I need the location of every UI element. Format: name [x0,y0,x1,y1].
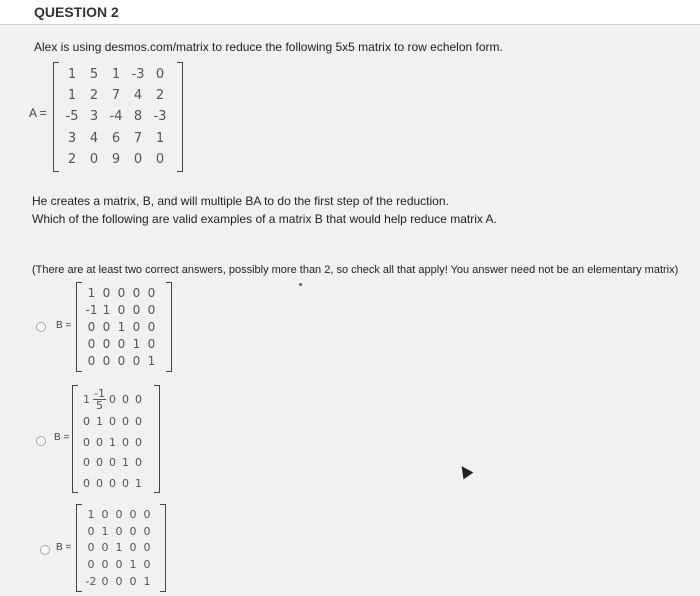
option-3-checkbox[interactable] [40,545,50,555]
matrix-entry: 6 [111,130,121,146]
matrix-entry: 0 [132,319,141,334]
option-3-label: B = [56,542,72,553]
matrix-entry: 2 [89,88,99,104]
matrix-entry: 0 [117,285,126,300]
matrix-entry: 5 [89,67,99,83]
matrix-entry: 0 [96,435,103,449]
matrix-entry: 4 [133,88,143,104]
matrix-entry: 0 [129,541,137,555]
matrix-entry: 0 [109,392,116,406]
right-bracket [177,62,183,172]
matrix-entry: 0 [87,558,95,572]
matrix-entry: 0 [117,302,126,317]
matrix-entry: 0 [109,456,116,470]
option-1-checkbox[interactable] [36,322,46,332]
matrix-entry: 2 [67,151,77,167]
matrix-entry: 0 [87,524,95,538]
matrix-entry: 0 [129,507,137,521]
matrix-entry: 0 [122,414,129,428]
matrix-entry: 0 [122,477,129,491]
matrix-entry: -2 [85,575,97,589]
matrix-entry: 0 [83,435,90,449]
matrix-entry: 0 [117,354,126,369]
right-bracket [160,504,166,592]
matrix-entry: 0 [101,558,109,572]
matrix-entry: 0 [101,507,109,521]
matrix-entry: 0 [132,285,141,300]
matrix-entry: 1 [115,541,123,555]
matrix-entry: 1 [101,524,109,538]
matrix-entry: 0 [109,414,116,428]
matrix-entry: 1 [147,354,156,369]
matrix-entry: 0 [89,151,99,167]
matrix-entry: 0 [87,337,96,352]
question-line-1: Alex is using desmos.com/matrix to reduce the following 5x5 matrix to row echelon form. [34,40,503,54]
question-line-3: Which of the following are valid examples of a matrix B that would help reduce matrix A. [32,212,497,226]
matrix-entry: 0 [143,524,151,538]
matrix-entry: 0 [87,541,95,555]
matrix-entry: 0 [102,285,111,300]
matrix-entry: 0 [83,414,90,428]
matrix-entry: 1 [83,392,90,406]
matrix-entry: 0 [109,477,116,491]
stray-dot [299,283,302,286]
matrix-entry: 4 [89,130,99,146]
matrix-entry: 0 [147,302,156,317]
matrix-entry: 1 [87,285,96,300]
matrix-entry: 0 [135,435,142,449]
matrix-entry: 7 [111,88,121,104]
matrix-entry: -4 [109,109,123,125]
question-header [0,0,700,25]
option-1-matrix [76,282,172,372]
matrix-entry: 0 [101,575,109,589]
option-2-checkbox[interactable] [36,436,46,446]
matrix-entry: 1 [122,456,129,470]
matrix-entry: 1 [102,302,111,317]
matrix-entry: 0 [122,435,129,449]
matrix-entry: 1 [111,67,121,83]
matrix-entry: 0 [143,558,151,572]
fraction-denominator: 5 [95,399,103,412]
matrix-entry: 1 [96,414,103,428]
matrix-entry: 0 [143,541,151,555]
left-bracket [76,282,82,372]
matrix-entry: 2 [155,88,165,104]
matrix-entry: -5 [65,109,79,125]
matrix-entry: 0 [117,337,126,352]
matrix-entry: 3 [89,109,99,125]
matrix-entry: -3 [131,67,145,83]
option-2-matrix [72,385,160,493]
matrix-entry: 0 [96,456,103,470]
matrix-entry: 0 [143,507,151,521]
matrix-entry: 0 [115,524,123,538]
fraction [93,388,106,411]
matrix-entry: 0 [102,354,111,369]
matrix-entry: 0 [83,477,90,491]
matrix-entry: 8 [133,109,143,125]
matrix-entry: 0 [129,524,137,538]
matrix-entry: 0 [83,456,90,470]
matrix-entry: -3 [153,109,167,125]
matrix-entry: 0 [147,285,156,300]
matrix-entry: 0 [155,67,165,83]
matrix-entry: 1 [67,67,77,83]
matrix-entry: 0 [135,414,142,428]
fraction-numerator: 1 [97,387,105,400]
matrix-entry: 1 [129,558,137,572]
option-2-label: B = [54,432,70,443]
matrix-entry [93,387,106,411]
question-note: (There are at least two correct answers, possibly more than 2, so check all that apply! You answer need not be an elementary matrix) [32,264,679,276]
matrix-entry: 0 [122,392,129,406]
matrix-entry: 0 [132,302,141,317]
right-bracket [166,282,172,372]
matrix-entry: 1 [132,337,141,352]
matrix-entry: 0 [102,337,111,352]
matrix-entry: 1 [117,319,126,334]
matrix-entry: 0 [132,354,141,369]
matrix-entry: 0 [147,337,156,352]
matrix-entry: 3 [67,130,77,146]
matrix-entry: 0 [115,575,123,589]
matrix-entry: 1 [135,477,142,491]
matrix-entry: 0 [115,507,123,521]
matrix-a [53,62,183,172]
left-bracket [72,385,78,493]
mouse-cursor-icon [457,463,474,480]
matrix-entry: 0 [129,575,137,589]
matrix-a-label: A = [29,106,47,120]
matrix-entry: 0 [96,477,103,491]
matrix-entry: 0 [133,151,143,167]
matrix-entry: 1 [155,130,165,146]
matrix-entry: 1 [143,575,151,589]
question-title: QUESTION 2 [34,4,119,20]
matrix-entry: 0 [115,558,123,572]
matrix-entry: 0 [147,319,156,334]
matrix-entry: 0 [155,151,165,167]
left-bracket [76,504,82,592]
matrix-entry: 7 [133,130,143,146]
right-bracket [154,385,160,493]
matrix-entry: 1 [87,507,95,521]
matrix-entry: -1 [85,302,98,317]
left-bracket [53,62,59,172]
matrix-entry: 0 [135,392,142,406]
option-1-label: B = [56,320,72,331]
matrix-entry: 0 [135,456,142,470]
matrix-entry: 0 [102,319,111,334]
question-line-2: He creates a matrix, B, and will multiple BA to do the first step of the reduction. [32,194,449,208]
matrix-entry: 0 [87,319,96,334]
matrix-entry: 0 [101,541,109,555]
matrix-entry: 9 [111,151,121,167]
matrix-entry: 1 [67,88,77,104]
fraction-sign: - [94,387,98,400]
matrix-entry: 1 [109,435,116,449]
matrix-entry: 0 [87,354,96,369]
option-3-matrix [76,504,166,592]
